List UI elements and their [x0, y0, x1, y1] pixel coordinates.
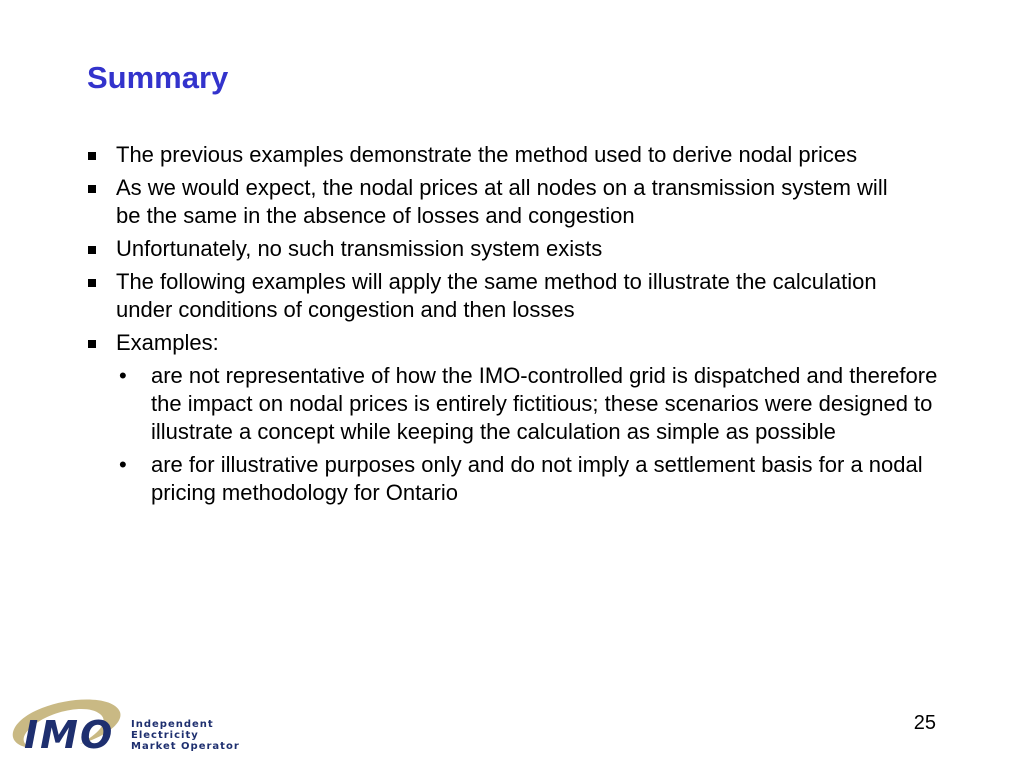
sub-bullet-item — [0, 451, 941, 507]
logo-line: Electricity — [131, 730, 199, 741]
bullet-text: As we would expect, the nodal prices at all nodes on a transmission system will be the same in the absence of losses and congestion — [116, 175, 888, 228]
sub-bullet-text: are not representative of how the IMO-controlled grid is dispatched and therefore the impact on nodal prices is entirely fictitious; these scenarios were designed to illustrate a concept while keeping the calculation as simple as possible — [151, 363, 938, 444]
dot-bullet-icon: • — [119, 452, 127, 477]
bullet-item — [0, 268, 916, 324]
bullet-item — [0, 174, 916, 230]
square-bullet-icon — [88, 340, 96, 348]
bullet-item — [0, 329, 916, 357]
page-number: 25 — [913, 712, 936, 734]
sub-bullet-item — [0, 362, 941, 446]
sub-bullet-text: are for illustrative purposes only and do not imply a settlement basis for a nodal pricing methodology for Ontario — [151, 452, 923, 505]
square-bullet-icon — [88, 152, 96, 160]
bullet-text: The following examples will apply the same method to illustrate the calculation under conditions of congestion and then losses — [116, 269, 877, 322]
bullet-text: Unfortunately, no such transmission system exists — [116, 236, 603, 261]
bullet-list — [0, 141, 1024, 512]
bullet-text: Examples: — [116, 330, 219, 355]
bullet-item — [0, 235, 916, 263]
logo-line: Independent — [131, 719, 214, 730]
slide-title: Summary — [87, 60, 229, 95]
logo-wordmark — [131, 719, 240, 752]
bullet-text: The previous examples demonstrate the method used to derive nodal prices — [116, 142, 858, 167]
logo-letters: IMO — [24, 713, 115, 757]
logo-line: Market Operator — [131, 741, 240, 752]
square-bullet-icon — [88, 185, 96, 193]
square-bullet-icon — [88, 246, 96, 254]
bullet-item — [0, 141, 916, 169]
square-bullet-icon — [88, 279, 96, 287]
dot-bullet-icon: • — [119, 363, 127, 388]
